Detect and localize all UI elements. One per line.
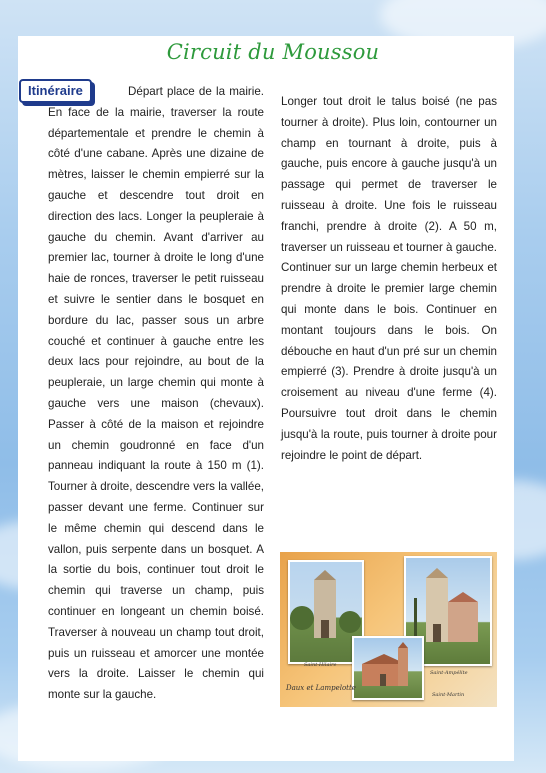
itinerary-text-right: Longer tout droit le talus boisé (ne pas tourner à droite). Plus loin, contourner un champ en tournant à droite, puis à gauche, puis encore à gauche jusqu'à un passage qui permet de traverser le ruisseau à droite. Une fois le ruisseau franchi, prendre à droite (2). A 50 m, traverser un ruisseau et tourner à gauche. Continuer sur un large chemin herbeux et prendre à droite le premier large chemin qui monte dans le bois. Continuer en montant toujours dans le bois. On débouche en haut d'un pré sur un chemin empierré (3). Prendre à droite jusqu'à un croisement au niveau d'une ferme (4). Poursuivre tout droit dans le chemin jusqu'à la route, puis tourner à droite pour rejoindre le point de départ. (281, 95, 497, 462)
photo-collage (280, 552, 497, 707)
photo-caption: Saint-Martin (432, 692, 465, 698)
photo-caption: Saint-Hilaire (304, 662, 337, 668)
itinerary-text-left: Départ place de la mairie. En face de la mairie, traverser la route départementale et prendre le chemin à côté d'une cabane. Après une dizaine de mètres, laisser le chemin empierré sur la gauche et descendre tout droit en direction des lacs. Longer la peupleraie à gauche du chemin. Avant d'arriver au premier lac, tourner à droite le long d'une haie de ronces, traverser le petit ruisseau et suivre le sentier dans le bosquet en bordure du lac, passer sous un arbre couché et continuer à gauche entre les deux lacs pour rejoindre, au bout de la peupleraie, un large chemin qui monte à gauche vers une maison (chevaux). Passer à côté de la maison et rejoindre un chemin goudronné en face d'un panneau indiquant la route à 150 m (1). Tourner à droite, descendre vers la vallée, passer devant une ferme. Continuer sur le même chemin qui descend dans le vallon, puis serpente dans un bosquet. A la sortie du bois, continuer tout droit le chemin qui traverse un champ, puis continuer en longeant un chemin boisé. Traverser à nouveau un champ tout droit, puis un ruisseau et amorcer une montée vers la droite. Laisser le chemin qui monte sur la gauche. (48, 85, 264, 702)
collage-caption: Daux et Lampelotte (286, 684, 356, 692)
page-title: Circuit du Moussou (166, 40, 380, 64)
church-photo-3 (352, 636, 424, 700)
photo-caption: Saint-Ampélite (430, 670, 468, 676)
church-icon (354, 638, 422, 698)
itinerary-badge: Itinéraire (19, 79, 92, 103)
